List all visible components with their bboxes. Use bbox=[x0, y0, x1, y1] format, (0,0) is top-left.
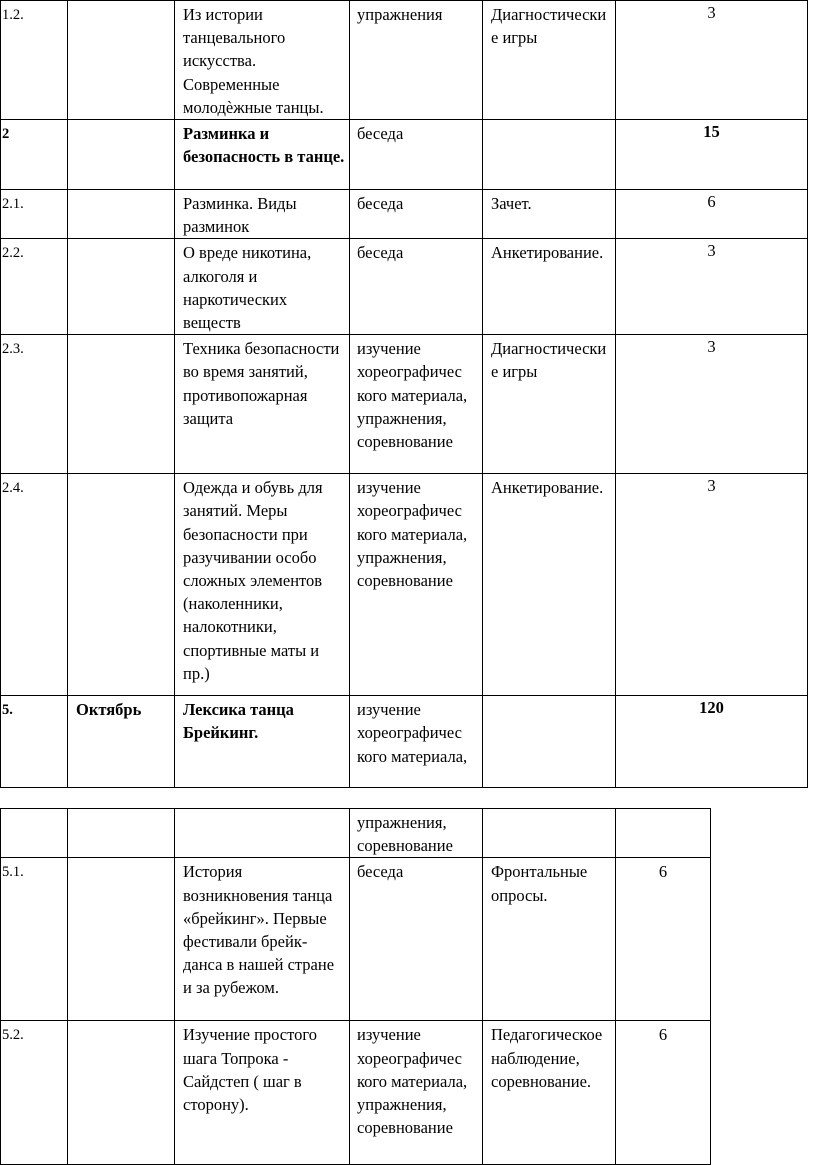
row-hours: 3 bbox=[616, 335, 808, 474]
row-topic: История возникновения танца «брейкинг». Первые фестивали брейк-данса в нашей стране и за рубежом. bbox=[175, 858, 350, 1021]
row-month bbox=[68, 335, 175, 474]
row-topic: Одежда и обувь для занятий. Меры безопасности при разучивании особо сложных элементов (наколенники, налокотники, спортивные маты и пр.) bbox=[175, 474, 350, 696]
row-topic: Разминка. Виды разминок bbox=[175, 190, 350, 239]
row-number: 2.1. bbox=[1, 190, 68, 239]
row-topic: Лексика танца Брейкинг. bbox=[175, 696, 350, 788]
row-month bbox=[68, 474, 175, 696]
row-control bbox=[483, 809, 616, 858]
row-topic: О вреде никотина, алкоголя и наркотических веществ bbox=[175, 239, 350, 335]
row-control: Зачет. bbox=[483, 190, 616, 239]
row-form: упражнения bbox=[350, 1, 483, 120]
row-hours: 6 bbox=[616, 858, 711, 1021]
row-control: Фронтальные опросы. bbox=[483, 858, 616, 1021]
row-hours: 15 bbox=[616, 120, 808, 190]
table-row bbox=[1, 858, 711, 1021]
table-row bbox=[1, 120, 808, 190]
row-control: Педагогическое наблюдение, соревнование. bbox=[483, 1021, 616, 1165]
row-number: 5.1. bbox=[1, 858, 68, 1021]
row-control bbox=[483, 696, 616, 788]
row-control bbox=[483, 120, 616, 190]
row-number: 5.2. bbox=[1, 1021, 68, 1165]
row-month bbox=[68, 1021, 175, 1165]
table-row bbox=[1, 696, 808, 788]
row-hours: 6 bbox=[616, 1021, 711, 1165]
row-month bbox=[68, 239, 175, 335]
row-number: 1.2. bbox=[1, 1, 68, 120]
row-number: 2.4. bbox=[1, 474, 68, 696]
row-form: изучение хореографичес кого материала, упражнения, соревнование bbox=[350, 474, 483, 696]
row-month: Октябрь bbox=[68, 696, 175, 788]
table-row bbox=[1, 1021, 711, 1165]
row-number: 2.3. bbox=[1, 335, 68, 474]
row-form: изучение хореографичес кого материала, упражнения, соревнование bbox=[350, 1021, 483, 1165]
row-control: Диагностически е игры bbox=[483, 335, 616, 474]
table-row bbox=[1, 1, 808, 120]
row-month bbox=[68, 809, 175, 858]
row-month bbox=[68, 190, 175, 239]
row-topic: Из истории танцевального искусства. Современные молодѐжные танцы. bbox=[175, 1, 350, 120]
row-number: 5. bbox=[1, 696, 68, 788]
row-month bbox=[68, 120, 175, 190]
row-hours: 3 bbox=[616, 1, 808, 120]
table-row bbox=[1, 239, 808, 335]
row-number: 2 bbox=[1, 120, 68, 190]
row-form: беседа bbox=[350, 120, 483, 190]
row-hours: 120 bbox=[616, 696, 808, 788]
row-topic bbox=[175, 809, 350, 858]
table-row bbox=[1, 335, 808, 474]
table-row bbox=[1, 809, 711, 858]
row-hours: 6 bbox=[616, 190, 808, 239]
row-form: беседа bbox=[350, 239, 483, 335]
row-hours bbox=[616, 809, 711, 858]
row-form: беседа bbox=[350, 190, 483, 239]
row-control: Диагностически е игры bbox=[483, 1, 616, 120]
table-row bbox=[1, 474, 808, 696]
row-number bbox=[1, 809, 68, 858]
row-form: изучение хореографичес кого материала, bbox=[350, 696, 483, 788]
row-topic: Техника безопасности во время занятий, противопожарная защита bbox=[175, 335, 350, 474]
row-month bbox=[68, 1, 175, 120]
table-row bbox=[1, 190, 808, 239]
row-form: упражнения, соревнование bbox=[350, 809, 483, 858]
row-topic: Разминка и безопасность в танце. bbox=[175, 120, 350, 190]
row-number: 2.2. bbox=[1, 239, 68, 335]
row-control: Анкетирование. bbox=[483, 239, 616, 335]
row-form: беседа bbox=[350, 858, 483, 1021]
row-control: Анкетирование. bbox=[483, 474, 616, 696]
row-topic: Изучение простого шага Топрока - Сайдстеп ( шаг в сторону). bbox=[175, 1021, 350, 1165]
row-hours: 3 bbox=[616, 239, 808, 335]
row-hours: 3 bbox=[616, 474, 808, 696]
plan-table-part-2 bbox=[0, 808, 711, 1165]
row-form: изучение хореографичес кого материала, упражнения, соревнование bbox=[350, 335, 483, 474]
row-month bbox=[68, 858, 175, 1021]
